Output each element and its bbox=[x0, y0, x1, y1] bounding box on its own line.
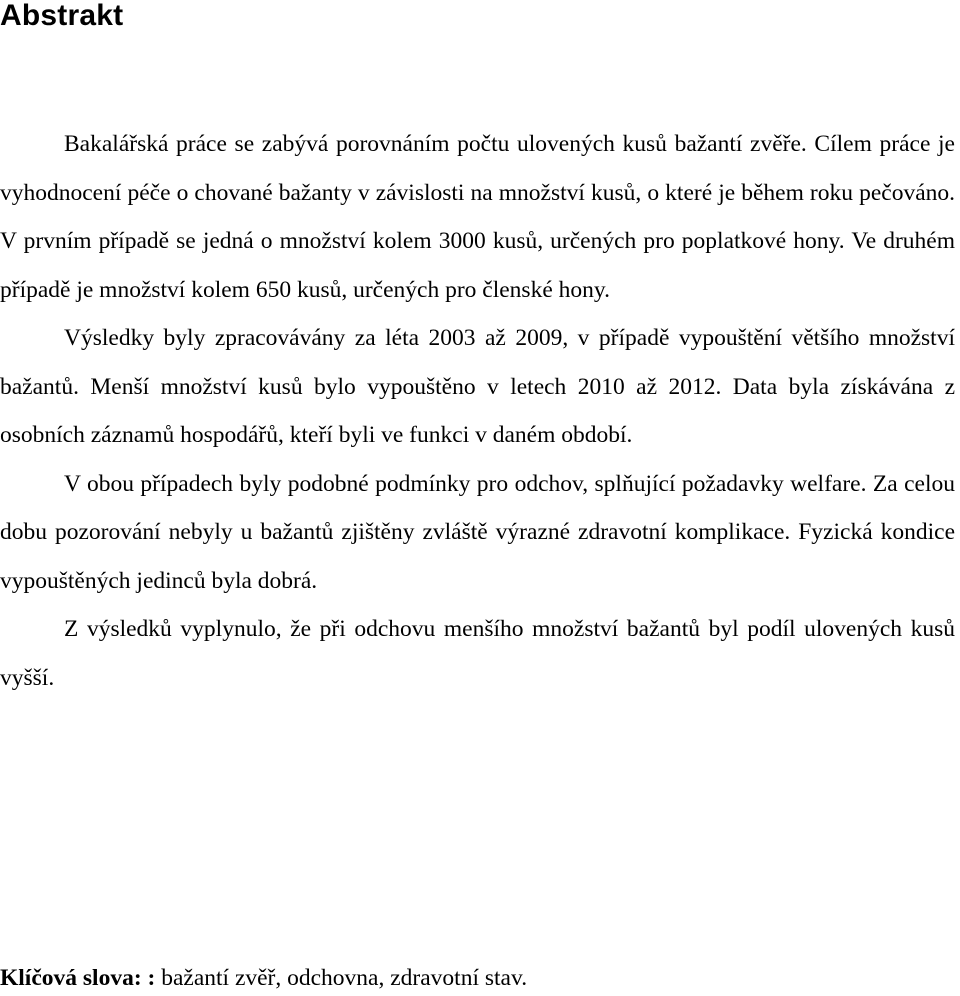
keywords-label: Klíčová slova: : bbox=[0, 965, 156, 991]
abstract-body bbox=[0, 120, 955, 702]
abstract-paragraph-2: Výsledky byly zpracovávány za léta 2003 až 2009, v případě vypouštění většího množství bažantů. Menší množství kusů bylo vypouštěno v letech 2010 až 2012. Data byla získávána z osobních záznamů hospodářů, kteří byli ve funkci v daném období. bbox=[0, 325, 955, 448]
section-heading: Abstrakt bbox=[0, 0, 124, 32]
abstract-paragraph-1: Bakalářská práce se zabývá porovnáním počtu ulovených kusů bažantí zvěře. Cílem práce je vyhodnocení péče o chované bažanty v závislosti na množství kusů, o které je během roku pečováno. V prvním případě se jedná o množství kolem 3000 kusů, určených pro poplatkové hony. Ve druhém případě je množství kolem 650 kusů, určených pro členské hony. bbox=[0, 131, 955, 303]
abstract-paragraph-4: Z výsledků vyplynulo, že při odchovu menšího množství bažantů byl podíl ulovených kusů vyšší. bbox=[0, 616, 955, 691]
abstract-paragraph-3: V obou případech byly podobné podmínky pro odchov, splňující požadavky welfare. Za celou dobu pozorování nebyly u bažantů zjištěny zvláště výrazné zdravotní komplikace. Fyzická kondice vypouštěných jedinců byla dobrá. bbox=[0, 470, 955, 594]
keywords-value: bažantí zvěř, odchovna, zdravotní stav. bbox=[161, 965, 528, 991]
keywords-line bbox=[0, 960, 527, 996]
